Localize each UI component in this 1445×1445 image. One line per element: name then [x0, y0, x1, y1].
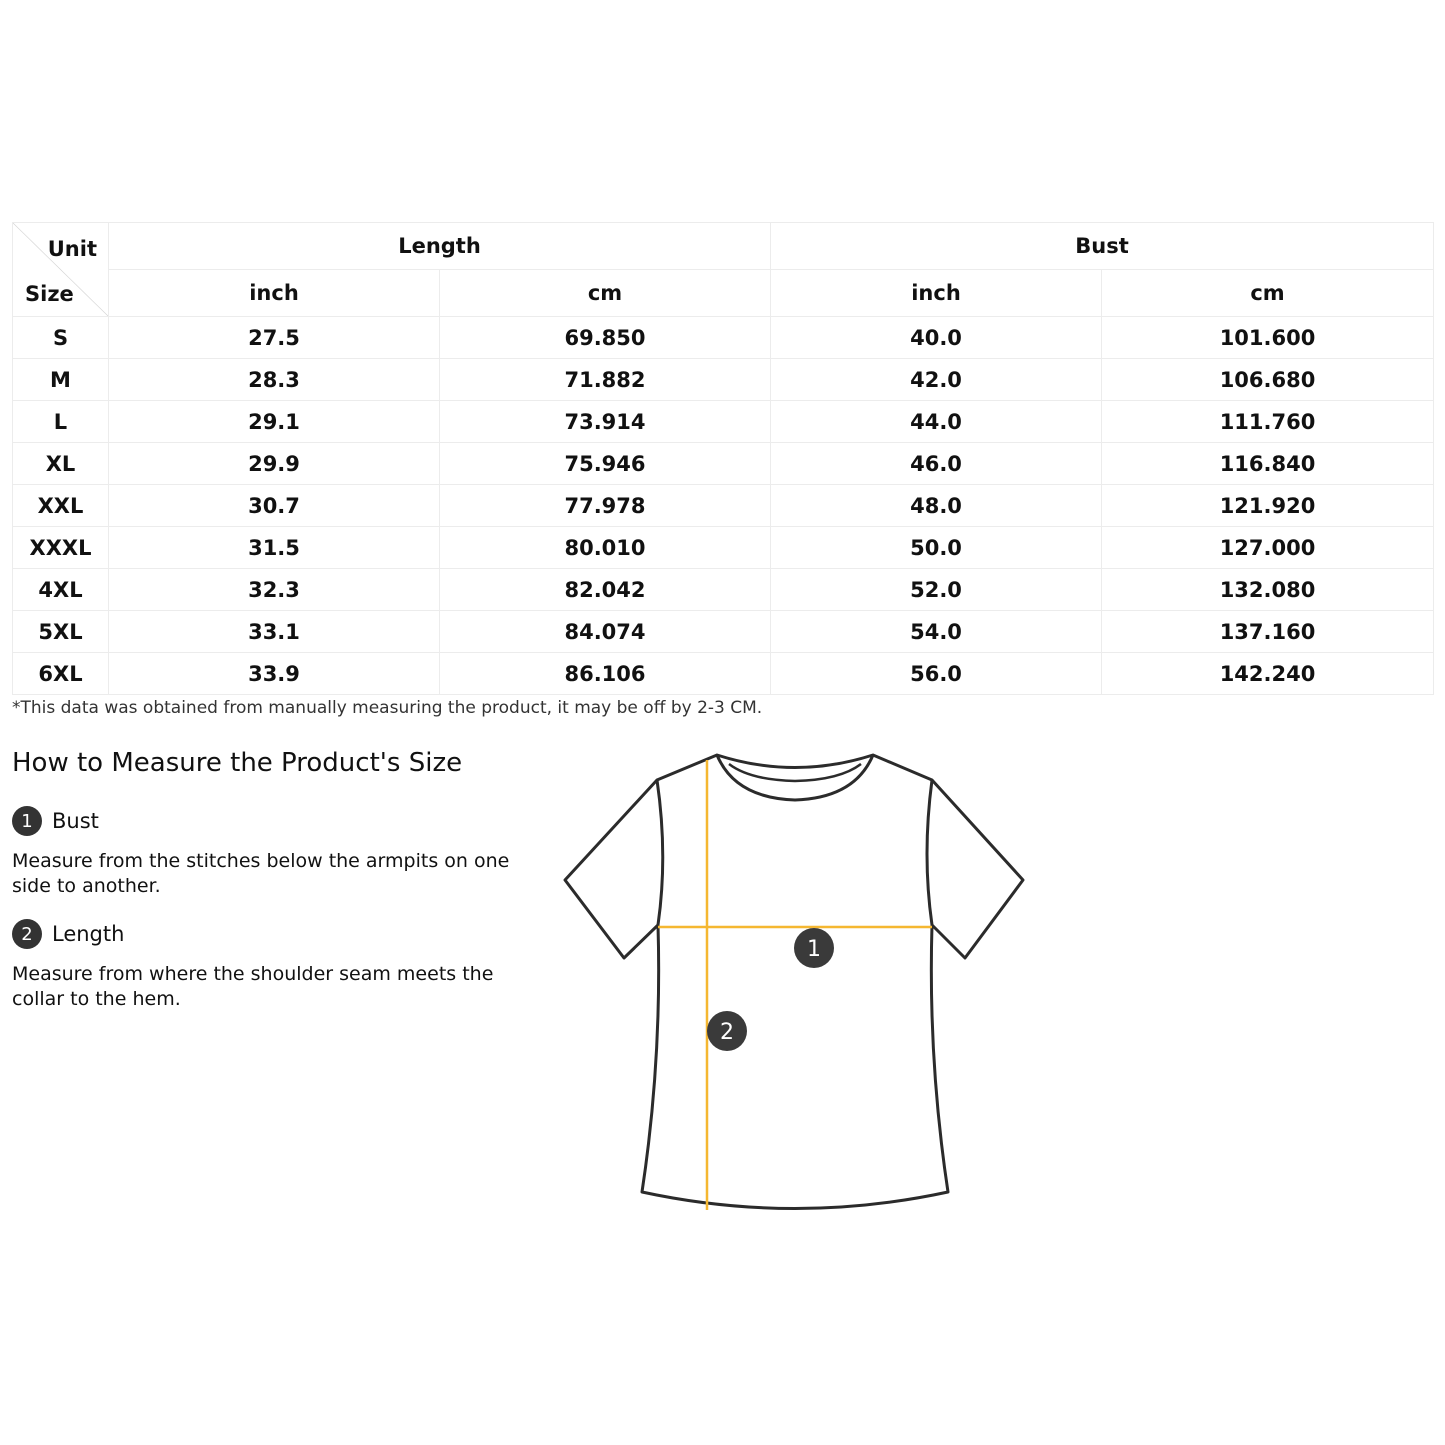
unit-header-length-cm: cm	[440, 270, 771, 317]
value-cell: 73.914	[440, 401, 771, 443]
value-cell: 80.010	[440, 527, 771, 569]
value-cell: 32.3	[109, 569, 440, 611]
value-cell: 31.5	[109, 527, 440, 569]
size-cell: M	[13, 359, 109, 401]
unit-header-length-inch: inch	[109, 270, 440, 317]
value-cell: 28.3	[109, 359, 440, 401]
unit-header-bust-inch: inch	[771, 270, 1102, 317]
step-length-label: Length	[52, 922, 125, 946]
value-cell: 46.0	[771, 443, 1102, 485]
value-cell: 29.1	[109, 401, 440, 443]
tshirt-left-armhole	[657, 780, 663, 925]
value-cell: 48.0	[771, 485, 1102, 527]
value-cell: 50.0	[771, 527, 1102, 569]
size-table-body	[13, 223, 1434, 695]
step-length-heading	[12, 919, 124, 949]
value-cell: 132.080	[1102, 569, 1434, 611]
step-bust-heading	[12, 806, 99, 836]
tshirt-diagram	[555, 745, 1035, 1225]
value-cell: 75.946	[440, 443, 771, 485]
value-cell: 52.0	[771, 569, 1102, 611]
length-marker-number: 2	[720, 1020, 734, 1045]
tshirt-right-armhole	[927, 780, 932, 925]
table-row	[13, 359, 1434, 401]
step-bust-description: Measure from the stitches below the armpits on one side to another.	[12, 850, 510, 897]
value-cell: 30.7	[109, 485, 440, 527]
value-cell: 116.840	[1102, 443, 1434, 485]
table-row	[13, 527, 1434, 569]
length-marker-icon	[707, 1011, 747, 1051]
group-header-length: Length	[109, 223, 771, 270]
size-cell: L	[13, 401, 109, 443]
corner-cell	[13, 223, 109, 317]
table-row	[13, 443, 1434, 485]
table-row	[13, 317, 1434, 359]
unit-header-bust-cm: cm	[1102, 270, 1434, 317]
table-row	[13, 653, 1434, 695]
tshirt-body-outline	[565, 755, 1023, 1209]
value-cell: 29.9	[109, 443, 440, 485]
value-cell: 44.0	[771, 401, 1102, 443]
step-number-1-icon: 1	[12, 806, 42, 836]
step-number-2-icon: 2	[12, 919, 42, 949]
value-cell: 111.760	[1102, 401, 1434, 443]
corner-unit-label: Unit	[47, 237, 97, 261]
howto-title: How to Measure the Product's Size	[12, 748, 463, 778]
value-cell: 54.0	[771, 611, 1102, 653]
group-header-bust: Bust	[771, 223, 1434, 270]
size-table	[12, 222, 1434, 695]
value-cell: 42.0	[771, 359, 1102, 401]
size-cell: 5XL	[13, 611, 109, 653]
size-cell: XL	[13, 443, 109, 485]
value-cell: 33.1	[109, 611, 440, 653]
table-row	[13, 401, 1434, 443]
size-cell: XXXL	[13, 527, 109, 569]
tshirt-outline	[565, 755, 1023, 1209]
corner-size-label: Size	[25, 282, 74, 306]
value-cell: 121.920	[1102, 485, 1434, 527]
table-row	[13, 611, 1434, 653]
value-cell: 142.240	[1102, 653, 1434, 695]
unit-header-row	[13, 270, 1434, 317]
measurement-note: *This data was obtained from manually measuring the product, it may be off by 2-3 CM.	[12, 698, 763, 718]
size-cell: 4XL	[13, 569, 109, 611]
value-cell: 106.680	[1102, 359, 1434, 401]
value-cell: 127.000	[1102, 527, 1434, 569]
value-cell: 137.160	[1102, 611, 1434, 653]
table-row	[13, 569, 1434, 611]
step-length-description: Measure from where the shoulder seam meets the collar to the hem.	[12, 963, 494, 1010]
size-cell: S	[13, 317, 109, 359]
value-cell: 101.600	[1102, 317, 1434, 359]
group-header-row	[13, 223, 1434, 270]
size-cell: XXL	[13, 485, 109, 527]
value-cell: 56.0	[771, 653, 1102, 695]
value-cell: 40.0	[771, 317, 1102, 359]
value-cell: 27.5	[109, 317, 440, 359]
value-cell: 69.850	[440, 317, 771, 359]
value-cell: 86.106	[440, 653, 771, 695]
value-cell: 71.882	[440, 359, 771, 401]
table-row	[13, 485, 1434, 527]
size-cell: 6XL	[13, 653, 109, 695]
value-cell: 84.074	[440, 611, 771, 653]
value-cell: 82.042	[440, 569, 771, 611]
step-bust-label: Bust	[52, 809, 99, 833]
bust-marker-number: 1	[807, 937, 821, 962]
value-cell: 33.9	[109, 653, 440, 695]
value-cell: 77.978	[440, 485, 771, 527]
bust-marker-icon	[794, 928, 834, 968]
